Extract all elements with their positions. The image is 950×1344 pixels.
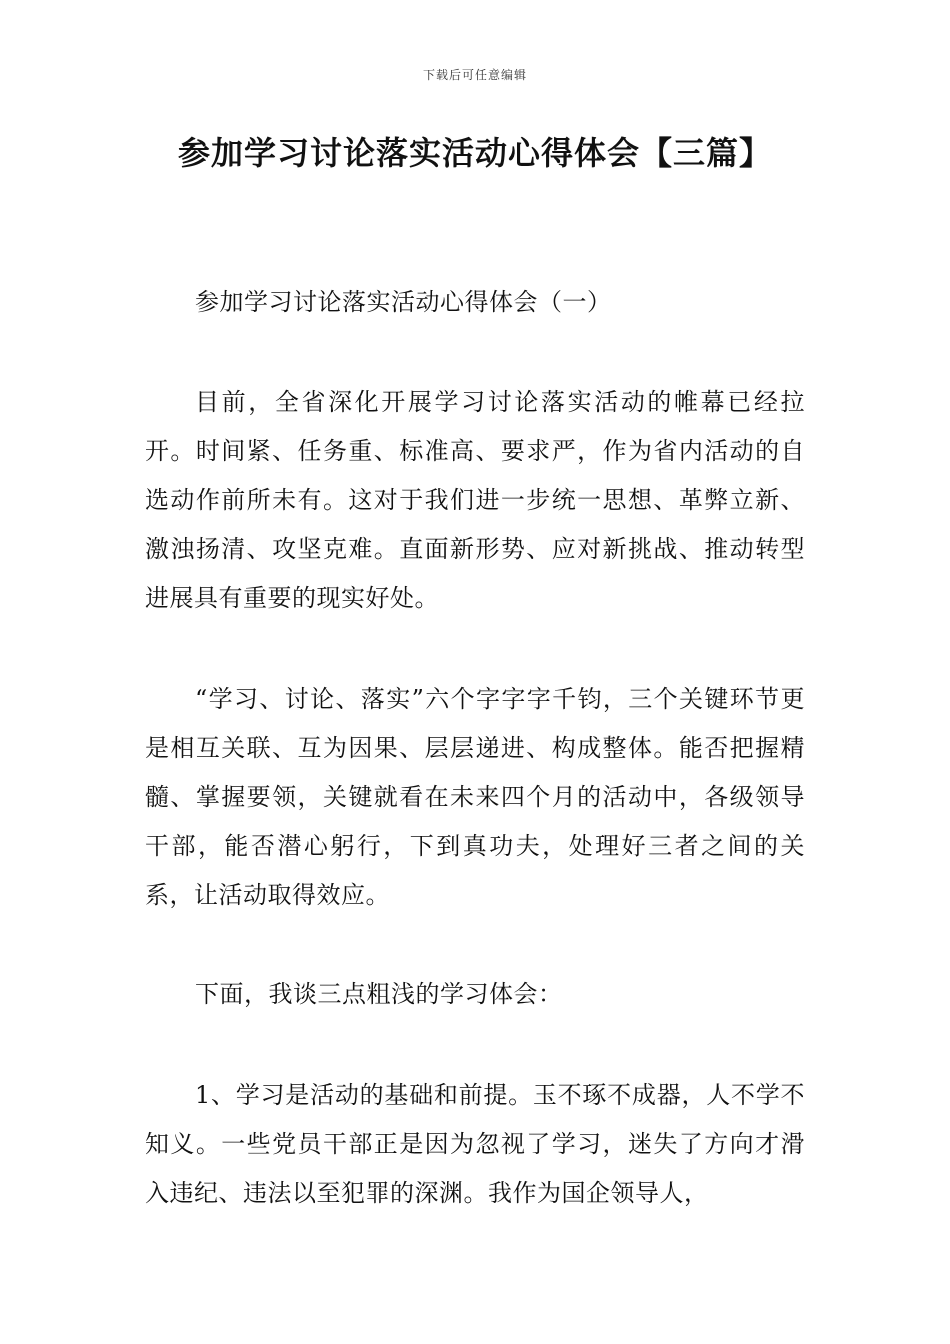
document-title: 参加学习讨论落实活动心得体会【三篇】: [177, 134, 772, 172]
paragraph-1: 目前，全省深化开展学习讨论落实活动的帷幕已经拉开。时间紧、任务重、标准高、要求严，作为省内活动的自选动作前所未有。这对于我们进一步统一思想、革弊立新、激浊扬清、攻坚克难。直面新形势、应对新挑战、推动转型进展具有重要的现实好处。: [145, 388, 805, 612]
paragraph-2: “学习、讨论、落实”六个字字字千钧，三个关键环节更是相互关联、互为因果、层层递进、构成整体。能否把握精髓、掌握要领，关键就看在未来四个月的活动中，各级领导干部，能否潜心躬行，下到真功夫，处理好三者之间的关系，让活动取得效应。: [145, 685, 805, 909]
header-note: 下载后可任意编辑: [422, 68, 527, 82]
paragraph-3: 下面，我谈三点粗浅的学习体会：: [195, 980, 563, 1008]
section-heading: 参加学习讨论落实活动心得体会（一）: [195, 288, 612, 316]
paragraph-4: 1、学习是活动的基础和前提。玉不琢不成器，人不学不知义。一些党员干部正是因为忽视了学习，迷失了方向才滑入违纪、违法以至犯罪的深渊。我作为国企领导人，: [145, 1081, 805, 1207]
